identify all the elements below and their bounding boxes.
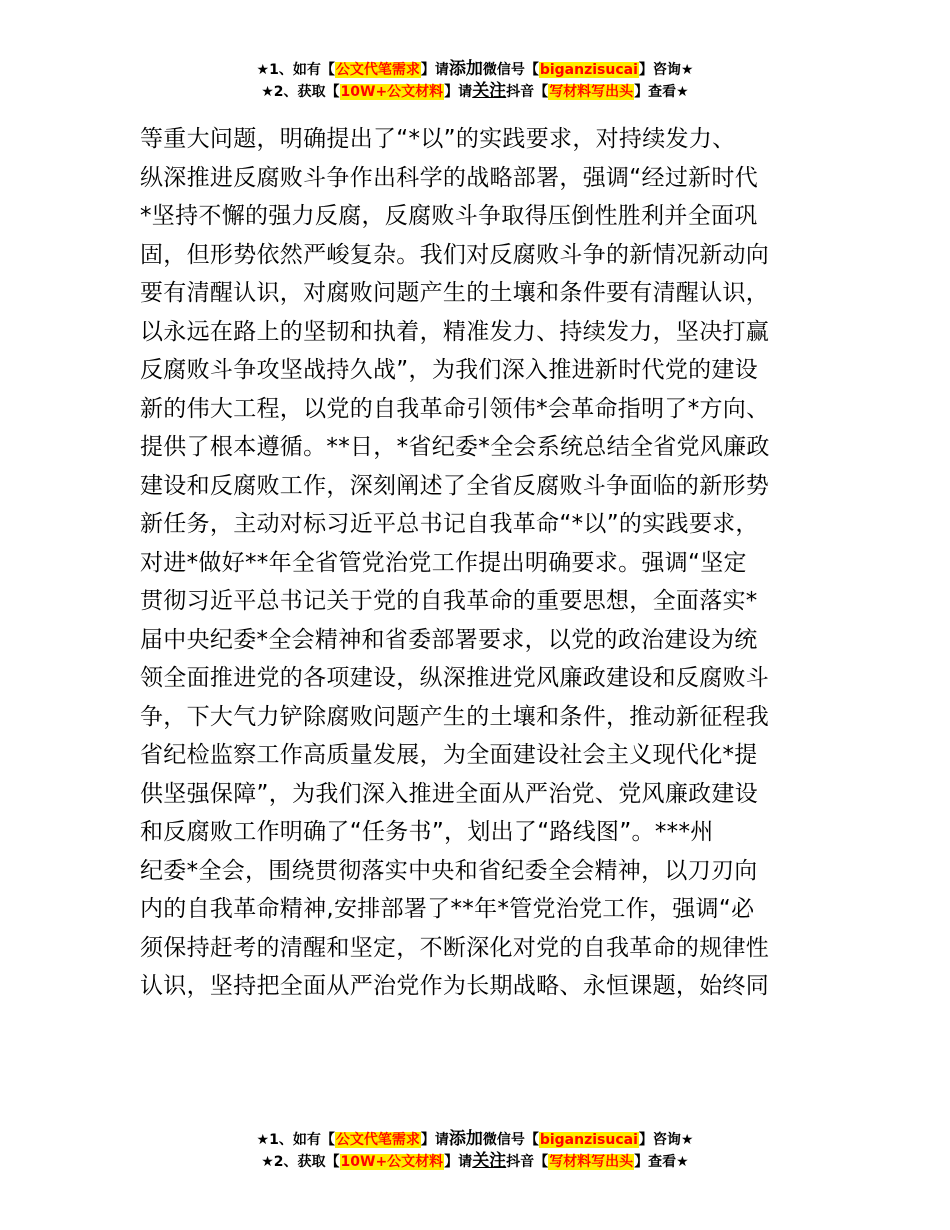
body-line: 供坚强保障”，为我们深入推进全面从严治党、党风廉政建设	[140, 780, 759, 807]
header-banner-line-2: ★2、获取【10W+公文材料】请关注抖音【写材料写出头】查看★	[261, 81, 689, 101]
document-body	[140, 120, 840, 1006]
body-line: 须保持赶考的清醒和坚定，不断深化对党的自我革命的规律性	[140, 934, 770, 961]
header-banner-line-1: ★1、如有【公文代笔需求】请添加微信号【biganzisucai】咨询★	[256, 59, 694, 79]
wechat-id-tag: biganzisucai	[539, 1132, 638, 1148]
body-line: 届中央纪委*全会精神和省委部署要求，以党的政治建设为统	[140, 626, 758, 653]
body-line: 以永远在路上的坚韧和执着，精准发力、持续发力，坚决打赢	[140, 318, 770, 345]
body-line: 提供了根本遵循。**日，*省纪委*全会系统总结全省党风廉政	[140, 434, 770, 460]
body-line: 省纪检监察工作高质量发展，为全面建设社会主义现代化*提	[140, 742, 758, 768]
body-line: 和反腐败工作明确了“任务书”，划出了“路线图”。***州	[140, 819, 714, 845]
body-line: 等重大问题，明确提出了“*以”的实践要求，对持续发力、	[140, 126, 736, 152]
body-line: 固，但形势依然严峻复杂。我们对反腐败斗争的新情况新动向	[140, 241, 770, 268]
body-line: 对进*做好**年全省管党治党工作提出明确要求。强调“坚定	[140, 549, 747, 576]
body-line: 纵深推进反腐败斗争作出科学的战略部署，强调“经过新时代	[140, 164, 759, 191]
footer-banner-line-1: ★1、如有【公文代笔需求】请添加微信号【biganzisucai】咨询★	[256, 1129, 694, 1149]
footer-banner-line-2: ★2、获取【10W+公文材料】请关注抖音【写材料写出头】查看★	[261, 1151, 689, 1171]
ghostwriting-tag: 公文代笔需求	[335, 1132, 420, 1148]
body-line: 反腐败斗争攻坚战持久战”，为我们深入推进新时代党的建设	[140, 357, 759, 383]
body-line: 领全面推进党的各项建设，纵深推进党风廉政建设和反腐败斗	[140, 665, 770, 691]
douyin-account-tag: 写材料写出头	[549, 1154, 634, 1170]
materials-tag: 10W+公文材料	[340, 1154, 444, 1170]
douyin-account-tag: 写材料写出头	[549, 84, 634, 100]
body-line: *坚持不懈的强力反腐，反腐败斗争取得压倒性胜利并全面巩	[140, 203, 758, 229]
body-line: 新任务，主动对标习近平总书记自我革命“*以”的实践要求，	[140, 511, 759, 537]
wechat-id-tag: biganzisucai	[539, 62, 638, 78]
footer-banner	[0, 1128, 950, 1172]
body-line: 纪委*全会，围绕贯彻落实中央和省纪委全会精神，以刀刃向	[140, 857, 758, 884]
body-line: 建设和反腐败工作，深刻阐述了全省反腐败斗争面临的新形势	[140, 472, 770, 499]
body-line: 认识，坚持把全面从严治党作为长期战略、永恒课题，始终同	[140, 973, 770, 999]
body-line: 要有清醒认识，对腐败问题产生的土壤和条件要有清醒认识，	[140, 280, 770, 306]
body-line: 贯彻习近平总书记关于党的自我革命的重要思想，全面落实*	[140, 588, 758, 614]
body-line: 新的伟大工程，以党的自我革命引领伟*会革命指明了*方向、	[140, 395, 770, 422]
header-banner	[0, 58, 950, 102]
body-line: 内的自我革命精神,安排部署了**年*管党治党工作，强调“必	[140, 896, 755, 922]
ghostwriting-tag: 公文代笔需求	[335, 62, 420, 78]
materials-tag: 10W+公文材料	[340, 84, 444, 100]
body-line: 争，下大气力铲除腐败问题产生的土壤和条件，推动新征程我	[140, 703, 770, 730]
